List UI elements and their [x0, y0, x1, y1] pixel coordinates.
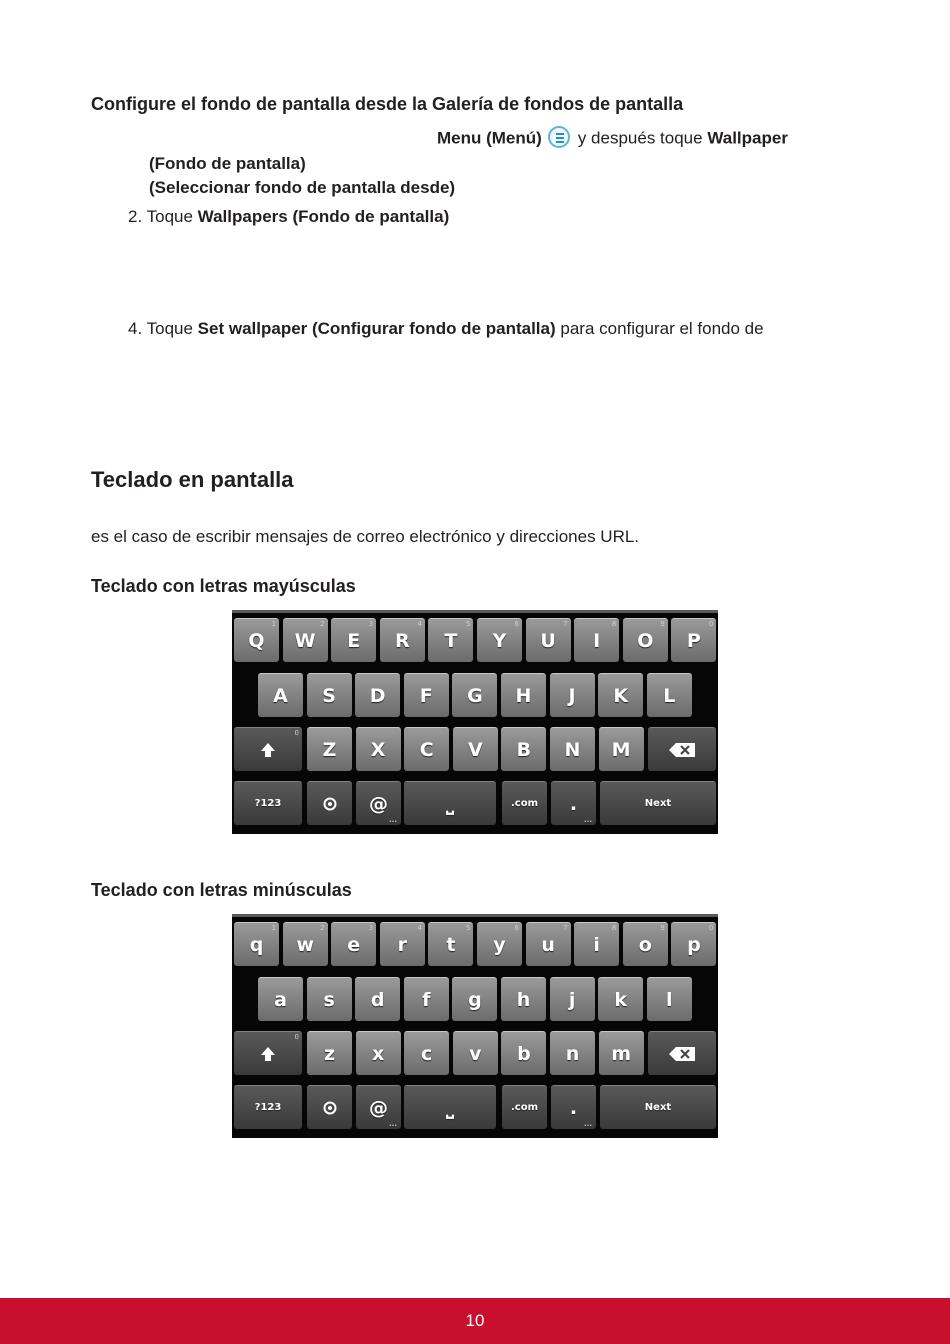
key-a[interactable] [258, 977, 303, 1021]
key-o-label: o [638, 933, 652, 956]
key-p-label: p [687, 933, 701, 956]
key-r-label: r [397, 933, 407, 956]
upper-keyboard-heading: Teclado con letras mayúsculas [91, 576, 356, 596]
key-number-hint: 4 [417, 620, 422, 628]
key-e[interactable] [331, 922, 376, 966]
key-u-label: u [541, 933, 555, 956]
key-t[interactable] [428, 922, 473, 966]
key-L-label: L [663, 684, 676, 707]
key-b[interactable] [501, 1031, 546, 1075]
key-E[interactable] [331, 618, 376, 662]
key-c-label: c [421, 1042, 433, 1065]
key-V-label: V [467, 738, 483, 761]
step-rest: para configurar el fondo de [560, 319, 764, 338]
key-Y-label: Y [492, 629, 507, 652]
at-key[interactable] [356, 1085, 401, 1129]
key-e-label: e [347, 933, 361, 956]
key-g-label: g [468, 988, 482, 1011]
key-N[interactable] [550, 727, 595, 771]
key-f[interactable] [404, 977, 449, 1021]
key-Q[interactable] [234, 618, 279, 662]
key-v-label: v [469, 1042, 482, 1065]
key-C-label: C [419, 738, 434, 761]
key-H[interactable] [501, 673, 546, 717]
key-s[interactable] [307, 977, 352, 1021]
key-number-hint: 5 [465, 924, 471, 932]
key-i[interactable] [574, 922, 619, 966]
menu-label: Menu (Menú) [437, 128, 542, 148]
key-w[interactable] [283, 922, 328, 966]
key-Y[interactable] [477, 618, 522, 662]
keyboard-uppercase [232, 610, 718, 834]
key-S[interactable] [307, 673, 352, 717]
key-L[interactable] [647, 673, 692, 717]
key-t-label: t [446, 933, 456, 956]
key-P[interactable] [671, 618, 716, 662]
step-number: 4. [128, 319, 143, 338]
backspace-icon [668, 1046, 696, 1062]
key-a-label: a [274, 988, 287, 1011]
key-s-label: s [323, 988, 335, 1011]
key-V[interactable] [453, 727, 498, 771]
key-S-label: S [322, 684, 336, 707]
settings-key[interactable] [307, 1085, 352, 1129]
key-D[interactable] [355, 673, 400, 717]
key-k-label: k [614, 988, 627, 1011]
symbols-key[interactable] [234, 781, 302, 825]
step-1-line2: (Fondo de pantalla) [149, 154, 306, 173]
key-l-label: l [666, 988, 673, 1011]
key-number-hint: 2 [320, 620, 325, 628]
key-number-hint: 0 [708, 924, 714, 932]
key-d-label: d [370, 988, 385, 1011]
key-I[interactable] [574, 618, 619, 662]
space-key-label: ⎵ [446, 1096, 454, 1119]
key-A[interactable] [258, 673, 303, 717]
key-m[interactable] [599, 1031, 644, 1075]
keyboard-lowercase [232, 914, 718, 1138]
more-hint: ... [389, 1120, 397, 1128]
delete-key[interactable] [648, 1031, 716, 1075]
key-R[interactable] [380, 618, 425, 662]
key-number-hint: 6 [514, 620, 519, 628]
key-R-label: R [394, 629, 410, 652]
period-key[interactable] [551, 781, 596, 825]
key-y-label: y [493, 933, 506, 956]
backspace-icon [668, 742, 696, 758]
more-hint: ... [389, 816, 397, 824]
key-number-hint: 7 [563, 620, 568, 628]
key-T-label: T [444, 629, 458, 652]
key-n-label: n [565, 1042, 580, 1065]
wallpaper-label: Wallpaper [707, 128, 788, 148]
key-l[interactable] [647, 977, 692, 1021]
at-key[interactable] [356, 781, 401, 825]
key-F-label: F [419, 684, 433, 707]
key-number-hint: 6 [514, 924, 519, 932]
key-number-hint: 0 [708, 620, 714, 628]
key-Z-label: Z [322, 738, 337, 761]
space-key[interactable] [404, 781, 496, 825]
step-1-line3: (Seleccionar fondo de pantalla desde) [149, 178, 456, 197]
next-key[interactable] [600, 1085, 716, 1129]
step-text: Toque [146, 207, 193, 226]
key-x-label: x [371, 1042, 385, 1065]
key-h-label: h [516, 988, 531, 1011]
key-X-label: X [370, 738, 386, 761]
key-j[interactable] [550, 977, 595, 1021]
key-I-label: I [593, 629, 601, 652]
key-C[interactable] [404, 727, 449, 771]
section-heading-keyboard: Teclado en pantalla [91, 467, 294, 492]
key-number-hint: 2 [320, 924, 325, 932]
step-2 [128, 207, 449, 227]
key-z[interactable] [307, 1031, 352, 1075]
symbols-key[interactable] [234, 1085, 302, 1129]
key-m-label: m [611, 1042, 631, 1065]
key-q-label: q [249, 933, 264, 956]
key-Q-label: Q [248, 629, 265, 652]
key-number-hint: 3 [368, 620, 374, 628]
symbols-key-label: ?123 [254, 798, 282, 809]
key-D-label: D [369, 684, 386, 707]
key-o[interactable] [623, 922, 668, 966]
key-P-label: P [686, 629, 701, 652]
step-text: Toque [146, 319, 193, 338]
key-number-hint: 1 [271, 924, 276, 932]
key-U-label: U [540, 629, 556, 652]
section-heading-wallpaper: Configure el fondo de pantalla desde la Galería de fondos de pantalla [91, 94, 684, 114]
key-O[interactable] [623, 618, 668, 662]
key-number-hint: 9 [660, 924, 665, 932]
key-F[interactable] [404, 673, 449, 717]
key-number-hint: 0 [294, 729, 299, 737]
lower-keyboard-heading: Teclado con letras minúsculas [91, 880, 352, 900]
after-icon-text: y después toque [577, 128, 703, 148]
key-u[interactable] [526, 922, 571, 966]
key-U[interactable] [526, 618, 571, 662]
page-footer [0, 1298, 950, 1344]
key-G[interactable] [452, 673, 497, 717]
key-number-hint: 4 [417, 924, 422, 932]
period-key-label: . [569, 1096, 578, 1119]
key-number-hint: 3 [368, 924, 374, 932]
step-bold: Set wallpaper (Configurar fondo de pantalla) [197, 319, 556, 338]
dotcom-key-label: .com [510, 798, 539, 809]
key-b-label: b [517, 1042, 531, 1065]
next-key[interactable] [600, 781, 716, 825]
key-number-hint: 1 [271, 620, 276, 628]
space-key-label: ⎵ [446, 792, 454, 815]
key-v[interactable] [453, 1031, 498, 1075]
period-key[interactable] [551, 1085, 596, 1129]
key-A-label: A [273, 684, 288, 707]
symbols-key-label: ?123 [254, 1102, 282, 1113]
key-w-label: w [296, 933, 314, 956]
key-N-label: N [564, 738, 581, 761]
key-number-hint: 7 [563, 924, 568, 932]
key-W[interactable] [283, 618, 328, 662]
more-hint: ... [584, 816, 592, 824]
key-p[interactable] [671, 922, 716, 966]
key-H-label: H [515, 684, 532, 707]
step-1-line1 [437, 128, 788, 150]
step-number: 2. [128, 207, 143, 226]
key-G-label: G [467, 684, 483, 707]
settings-icon [323, 797, 337, 811]
key-h[interactable] [501, 977, 546, 1021]
page-number: 10 [465, 1311, 485, 1330]
key-J-label: J [568, 684, 576, 707]
dotcom-key[interactable] [502, 781, 547, 825]
next-key-label: Next [644, 798, 672, 809]
shift-arrow-icon [259, 1045, 277, 1063]
step-bold: Wallpapers (Fondo de pantalla) [197, 207, 450, 226]
key-k[interactable] [598, 977, 643, 1021]
shift-key[interactable] [234, 727, 302, 771]
key-M-label: M [611, 738, 631, 761]
key-B[interactable] [501, 727, 546, 771]
key-K[interactable] [598, 673, 643, 717]
key-Z[interactable] [307, 727, 352, 771]
key-g[interactable] [452, 977, 497, 1021]
space-key[interactable] [404, 1085, 496, 1129]
key-number-hint: 8 [611, 620, 617, 628]
key-c[interactable] [404, 1031, 449, 1075]
key-x[interactable] [356, 1031, 401, 1075]
key-n[interactable] [550, 1031, 595, 1075]
key-K-label: K [613, 684, 629, 707]
key-number-hint: 9 [660, 620, 665, 628]
menu-icon [548, 126, 570, 148]
key-E-label: E [347, 629, 361, 652]
key-T[interactable] [428, 618, 473, 662]
at-key-label: @ [369, 1096, 388, 1119]
key-number-hint: 5 [465, 620, 471, 628]
key-i-label: i [593, 933, 600, 956]
dotcom-key-label: .com [510, 1102, 539, 1113]
key-d[interactable] [355, 977, 400, 1021]
key-j-label: j [568, 988, 576, 1011]
key-J[interactable] [550, 673, 595, 717]
key-number-hint: 0 [294, 1033, 299, 1041]
key-B-label: B [516, 738, 532, 761]
key-W-label: W [294, 629, 316, 652]
key-f-label: f [422, 988, 431, 1011]
settings-icon [323, 1101, 337, 1115]
key-M[interactable] [599, 727, 644, 771]
period-key-label: . [569, 792, 578, 815]
dotcom-key[interactable] [502, 1085, 547, 1129]
at-key-label: @ [369, 792, 388, 815]
key-q[interactable] [234, 922, 279, 966]
key-r[interactable] [380, 922, 425, 966]
shift-key[interactable] [234, 1031, 302, 1075]
key-z-label: z [323, 1042, 336, 1065]
key-y[interactable] [477, 922, 522, 966]
shift-arrow-icon [259, 741, 277, 759]
more-hint: ... [584, 1120, 592, 1128]
key-X[interactable] [356, 727, 401, 771]
delete-key[interactable] [648, 727, 716, 771]
settings-key[interactable] [307, 781, 352, 825]
next-key-label: Next [644, 1102, 672, 1113]
key-number-hint: 8 [611, 924, 617, 932]
keyboard-description: es el caso de escribir mensajes de correo electrónico y direcciones URL. [91, 527, 640, 546]
key-O-label: O [637, 629, 654, 652]
step-4 [128, 319, 764, 339]
